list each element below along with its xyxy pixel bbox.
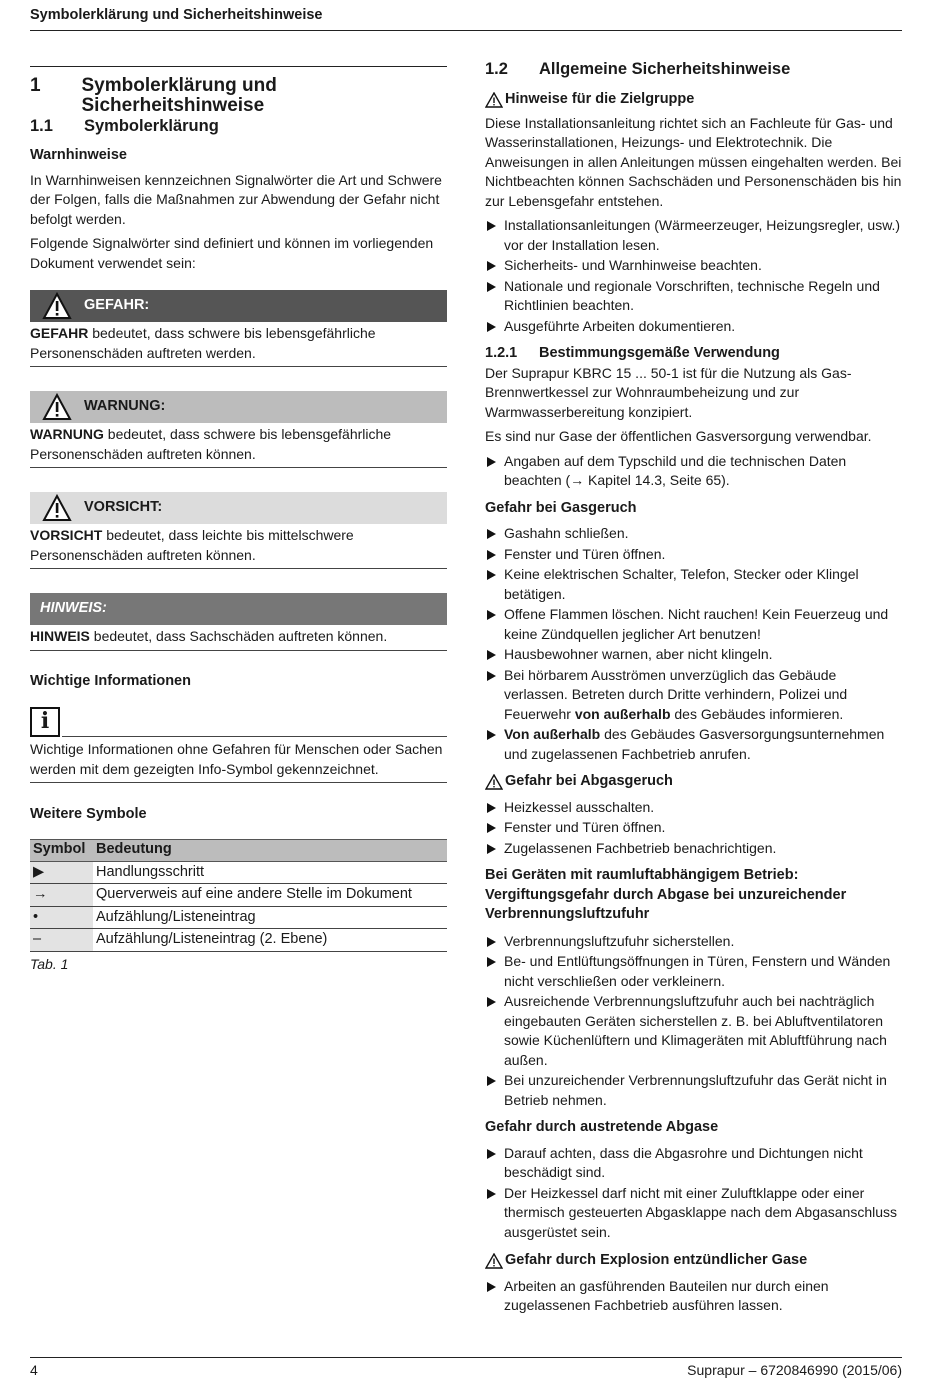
- section-1-2-1-heading: [485, 344, 902, 364]
- abgasgeruch-heading: [485, 772, 902, 792]
- heading-line: Bei Geräten mit raumluftabhängigem Betrieb:: [485, 867, 799, 883]
- symbol-cell: –: [30, 929, 93, 952]
- list-text: des Gebäudes Gasversorgungsunternehmen und zugelassenen Fachbetrieb anrufen.: [504, 726, 885, 762]
- signal-description: bedeutet, dass schwere bis lebensgefährliche Personenschäden auftreten können.: [30, 426, 392, 462]
- hinweis-label: HINWEIS:: [40, 600, 107, 617]
- section-1-2-heading: [485, 60, 902, 90]
- paragraph: Der Suprapur KBRC 15 ... 50-1 ist für die Nutzung als Gas-Brennwertkessel zur Wohnraumbeheizung und zur Warmwasserbereitung konzipiert.: [485, 364, 852, 420]
- list-item: Der Heizkessel darf nicht mit einer Zuluftklappe oder einer thermisch gesteuerten Abgasklappe nach dem Abgasanschluss ausgerüstet sein.: [485, 1184, 902, 1243]
- info-icon: i: [30, 707, 60, 737]
- warning-triangle-icon: [42, 393, 72, 421]
- list-item: Hausbewohner warnen, aber nicht klingeln.: [485, 645, 902, 665]
- table-row: [30, 929, 447, 952]
- abgase-list: [485, 1144, 902, 1243]
- verwendung-list: [485, 452, 902, 491]
- warning-triangle-icon: [485, 774, 503, 790]
- signal-gefahr: [30, 290, 447, 367]
- table-row: [30, 861, 447, 884]
- signal-hinweis: [30, 593, 447, 651]
- warning-triangle-icon: [485, 1253, 503, 1269]
- divider: [62, 736, 447, 737]
- signal-word: GEFAHR: [30, 325, 89, 341]
- raumluft-heading: [485, 866, 902, 925]
- list-item: Nationale und regionale Vorschriften, technische Regeln und Richtlinien beachten.: [485, 277, 902, 316]
- section-number: 1.1: [30, 117, 53, 135]
- meaning-cell: Aufzählung/Listeneintrag (2. Ebene): [93, 929, 447, 952]
- gefahr-text: [30, 322, 447, 367]
- explosion-list: [485, 1277, 902, 1316]
- list-item: Bei unzureichender Verbrennungsluftzufuhr das Gerät nicht in Betrieb nehmen.: [485, 1071, 902, 1110]
- heading-text: Hinweise für die Zielgruppe: [505, 91, 695, 107]
- list-item: Be- und Entlüftungsöffnungen in Türen, Fenstern und Wänden nicht verschließen oder verkleinern.: [485, 952, 902, 991]
- list-item: Keine elektrischen Schalter, Telefon, Stecker oder Klingel betätigen.: [485, 565, 902, 604]
- hinweis-text: [30, 625, 447, 651]
- list-item: Ausreichende Verbrennungsluftzufuhr auch bei nachträglich eingebauten Geräten sicherstellen z. B. bei Abluftventilatoren sowie Küchenlüftern und Klimageräten mit Abluftführung nach außen.: [485, 992, 902, 1070]
- symbol-table: [30, 839, 447, 952]
- heading-text: Gefahr bei Abgasgeruch: [505, 773, 673, 789]
- column-header: Bedeutung: [93, 839, 447, 861]
- list-item: Angaben auf dem Typschild und die technischen Daten beachten (→ Kapitel 14.3, Seite 65).: [485, 452, 902, 491]
- heading-text: Gefahr durch Explosion entzündlicher Gase: [505, 1252, 808, 1268]
- list-item: Heizkessel ausschalten.: [485, 798, 902, 818]
- gasgeruch-heading: Gefahr bei Gasgeruch: [485, 499, 637, 516]
- table-row: [30, 884, 447, 907]
- right-column: [485, 60, 902, 1321]
- signal-word: HINWEIS: [30, 628, 90, 644]
- section-number: 1.2.1: [485, 345, 518, 361]
- meaning-cell: Aufzählung/Listeneintrag: [93, 906, 447, 929]
- warning-triangle-icon: [485, 92, 503, 108]
- warnung-bar: [30, 391, 447, 423]
- list-item: Gashahn schließen.: [485, 524, 902, 544]
- signal-description: bedeutet, dass Sachschäden auftreten können.: [89, 628, 388, 644]
- heading-line: Vergiftungsgefahr durch Abgase bei unzureichender Verbrennungsluftzufuhr: [485, 886, 847, 922]
- paragraph: Es sind nur Gase der öffentlichen Gasversorgung verwendbar.: [485, 428, 872, 444]
- section-1-heading: [30, 66, 447, 116]
- abgase-heading: Gefahr durch austretende Abgase: [485, 1119, 719, 1135]
- section-1-1-heading: [30, 117, 447, 146]
- document-id: Suprapur – 6720846990 (2015/06): [687, 1362, 902, 1378]
- signal-warnung: [30, 391, 447, 468]
- meaning-cell: Querverweis auf eine andere Stelle im Dokument: [93, 884, 447, 907]
- signal-vorsicht: [30, 492, 447, 569]
- warnhinweise-heading: Warnhinweise: [30, 147, 127, 163]
- list-item: Zugelassenen Fachbetrieb benachrichtigen.: [485, 839, 902, 859]
- page-header: [30, 6, 902, 31]
- symbol-cell: •: [30, 906, 93, 929]
- signal-word: VORSICHT: [30, 527, 103, 543]
- list-item: [485, 666, 902, 725]
- list-item: Darauf achten, dass die Abgasrohre und Dichtungen nicht beschädigt sind.: [485, 1144, 902, 1183]
- list-item: Offene Flammen löschen. Nicht rauchen! Kein Feuerzeug und keine Zündquellen jeglicher Art benutzen!: [485, 605, 902, 644]
- header-title: Symbolerklärung und Sicherheitshinweise: [30, 7, 323, 23]
- column-header: Symbol: [30, 839, 93, 861]
- section-number: 1: [30, 75, 41, 96]
- zielgruppe-heading: [485, 90, 902, 110]
- info-row: [30, 705, 447, 737]
- list-item: Ausgeführte Arbeiten dokumentieren.: [485, 317, 902, 337]
- list-item: [485, 725, 902, 764]
- meaning-cell: Handlungsschritt: [93, 861, 447, 884]
- list-emphasis: von außerhalb: [574, 705, 671, 722]
- table-caption: Tab. 1: [30, 955, 69, 972]
- abgasgeruch-list: [485, 798, 902, 859]
- section-title: Symbolerklärung: [84, 117, 219, 135]
- table-header-row: [30, 839, 447, 861]
- gasgeruch-list: [485, 524, 902, 764]
- signal-description: bedeutet, dass leichte bis mittelschwere Personenschäden auftreten können.: [30, 527, 354, 563]
- list-text: Bei hörbarem Ausströmen unverzüglich das Gebäude verlassen. Betreten durch Dritte verhindern, Polizei und Feuerwehr: [504, 666, 848, 722]
- section-title: Allgemeine Sicherheitshinweise: [539, 60, 791, 78]
- table-row: [30, 906, 447, 929]
- symbol-cell: →: [30, 884, 93, 907]
- section-title: Bestimmungsgemäße Verwendung: [539, 345, 780, 361]
- weitere-symbole-heading: Weitere Symbole: [30, 806, 147, 822]
- gefahr-bar: [30, 290, 447, 322]
- raumluft-list: [485, 932, 902, 1111]
- vorsicht-bar: [30, 492, 447, 524]
- hinweis-bar: [30, 593, 447, 625]
- warnung-text: [30, 423, 447, 468]
- vorsicht-label: VORSICHT:: [84, 499, 163, 516]
- list-text: des Gebäudes informieren.: [670, 705, 844, 722]
- wichtige-informationen-heading: Wichtige Informationen: [30, 672, 191, 689]
- warnung-label: WARNUNG:: [84, 398, 166, 415]
- zielgruppe-list: [485, 216, 902, 336]
- paragraph: Diese Installationsanleitung richtet sich an Fachleute für Gas- und Wasserinstallationen, Heizungs- und Elektrotechnik. Die Anweisungen in allen Anleitungen müssen eingehalten werden. Bei Nichtbeachten können Sachschäden und Personenschäden bis hin zur Lebensgefahr entstehen.: [485, 114, 902, 209]
- page-footer: [30, 1357, 902, 1381]
- signal-word: WARNUNG: [30, 426, 104, 442]
- explosion-heading: [485, 1251, 902, 1271]
- section-title: Symbolerklärung und Sicherheitshinweise: [81, 75, 277, 116]
- warning-triangle-icon: [42, 292, 72, 320]
- section-number: 1.2: [485, 60, 508, 78]
- left-column: [30, 66, 447, 974]
- list-item: Verbrennungsluftzufuhr sicherstellen.: [485, 932, 902, 952]
- warning-triangle-icon: [42, 494, 72, 522]
- list-item: Arbeiten an gasführenden Bauteilen nur durch einen zugelassenen Fachbetrieb ausführen lassen.: [485, 1277, 902, 1316]
- list-item: Fenster und Türen öffnen.: [485, 545, 902, 565]
- list-item: Sicherheits- und Warnhinweise beachten.: [485, 256, 902, 276]
- vorsicht-text: [30, 524, 447, 569]
- symbol-cell: ▶: [30, 861, 93, 884]
- signal-description: bedeutet, dass schwere bis lebensgefährliche Personenschäden auftreten werden.: [30, 325, 376, 361]
- info-text: Wichtige Informationen ohne Gefahren für Menschen oder Sachen werden mit dem gezeigten Info-Symbol gekennzeichnet.: [30, 737, 447, 783]
- gefahr-label: GEFAHR:: [84, 297, 150, 314]
- list-item: Fenster und Türen öffnen.: [485, 818, 902, 838]
- paragraph: In Warnhinweisen kennzeichnen Signalwörter die Art und Schwere der Folgen, falls die Maßnahmen zur Abwendung der Gefahr nicht befolgt werden.: [30, 171, 442, 227]
- list-item: Installationsanleitungen (Wärmeerzeuger, Heizungsregler, usw.) vor der Installation lesen.: [485, 216, 902, 255]
- page-number: 4: [30, 1362, 38, 1378]
- paragraph: Folgende Signalwörter sind definiert und können im vorliegenden Dokument verwendet sein:: [30, 235, 434, 271]
- list-emphasis: Von außerhalb: [504, 726, 601, 742]
